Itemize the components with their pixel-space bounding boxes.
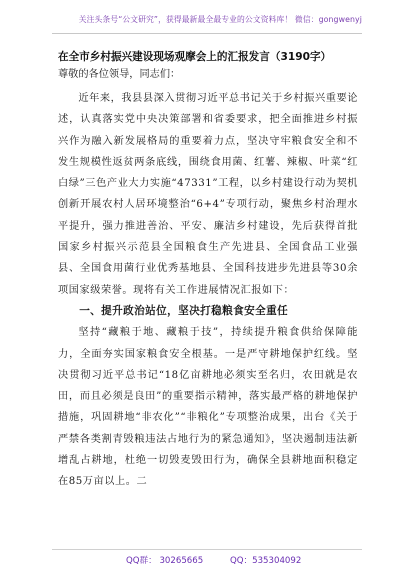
promo-header bbox=[0, 0, 408, 36]
footer bbox=[0, 552, 408, 572]
qq-group-number: QQ群： 30265665 bbox=[126, 556, 204, 566]
header-divider bbox=[52, 33, 362, 34]
document-title: 在全市乡村振兴建设现场观摩会上的汇报发言（3190字） bbox=[58, 51, 332, 63]
promo-header-text: 关注头条号“公文研究”，获得最新最全最专业的公文资料库！ 微信：gongwenyj bbox=[78, 15, 362, 24]
document-body bbox=[58, 50, 358, 493]
footer-divider bbox=[52, 549, 362, 550]
greeting: 尊敬的各位领导，同志们： bbox=[58, 69, 181, 80]
section-paragraph: 坚持“藏粮于地、藏粮于技”，持续提升粮食供给保障能力，全面夯实国家粮食安全根基。一是严守耕地保护红线。坚决贯彻习近平总书记“18亿亩耕地必须实至名归，农田就是农田，而且必须是良田”的重要指示精神，落实最严格的耕地保护措施，巩固耕地“非农化”“非粮化”专项整治成果，出台《关于严禁各类割青毁粮违法占地行为的紧急通知》，坚决遏制违法新增乱占耕地，杜绝一切毁麦毁田行为，确保全县耕地面积稳定在85万亩以上。二 bbox=[58, 327, 358, 488]
intro-paragraph: 近年来，我县县深入贯彻习近平总书记关于乡村振兴重要论述，认真落实党中央决策部署和省委要求，把全面推进乡村振兴作为融入新发展格局的重要着力点，坚决守牢粮食安全和不发生规模性返贫两条底线，围绕食用菌、红薯、辣椒、叶菜“红白绿”三色产业大力实施“47331”工程，以乡村建设行动为契机创新开展农村人居环境整治“6+4”专项行动，聚焦乡村治理水平提升，强力推进善治、平安、廉洁乡村建设，先后获得首批国家乡村振兴示范县全国粮食生产先进县、全国食品工业强县、全国食用菌行业优秀基地县、全国科技进步先进县等30余项国家级荣誉。现将有关工作进展情况汇报如下： bbox=[58, 93, 358, 296]
section-heading: 一、提升政治站位，坚决打稳粮食安全重任 bbox=[79, 304, 289, 317]
qq-contact-number: QQ：535304092 bbox=[230, 556, 302, 566]
